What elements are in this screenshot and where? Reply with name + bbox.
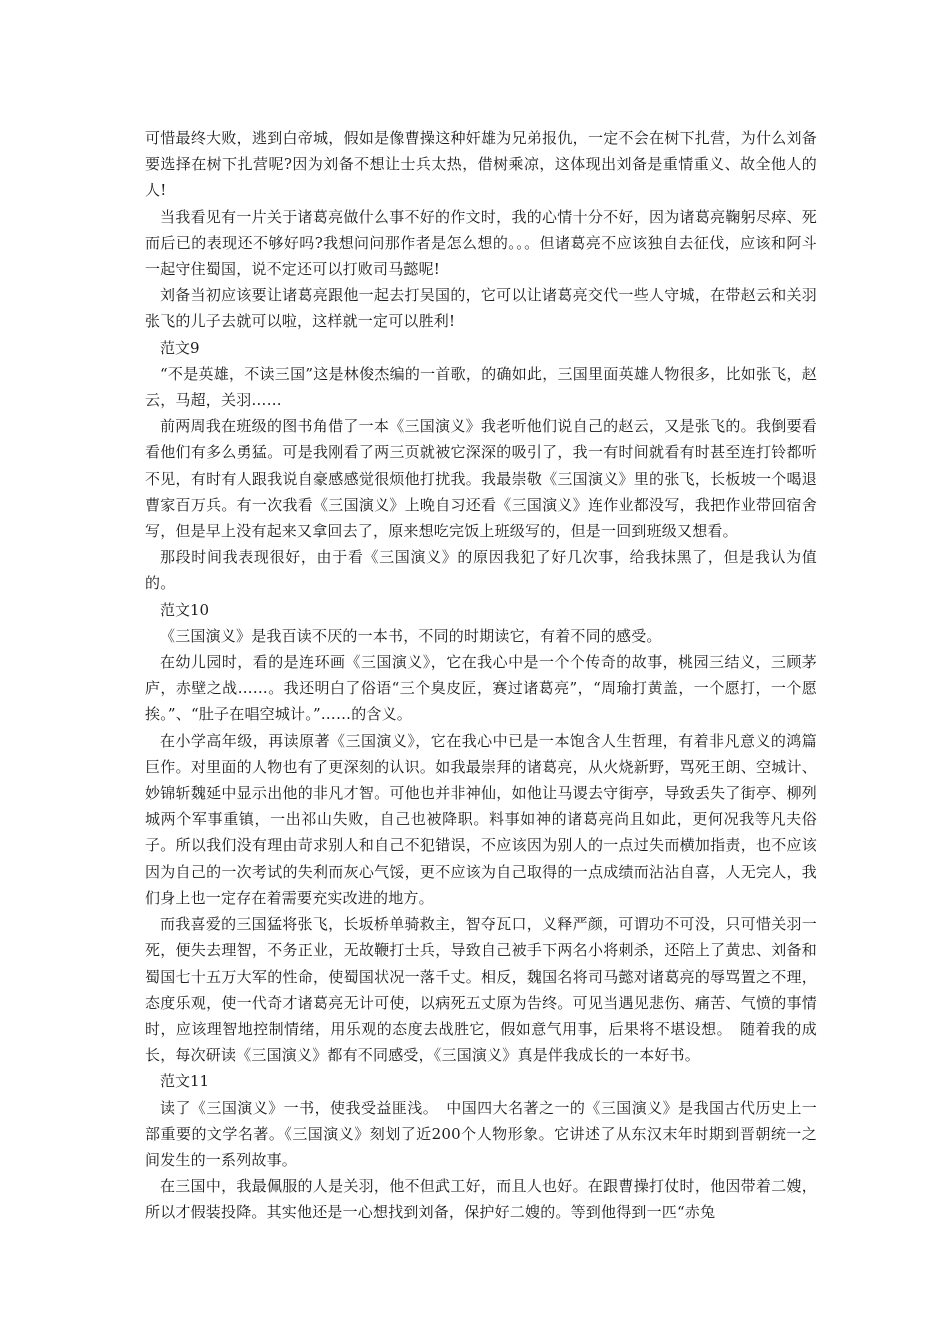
paragraph: 读了《三国演义》一书，使我受益匪浅。 中国四大名著之一的《三国演义》是我国古代历史上一部重要的文学名著。《三国演义》刻划了近200个人物形象。它讲述了从东汉末年时期到晋朝统一之间发生的一系列故事。 (145, 1098, 817, 1169)
paragraph: 可惜最终大败，逃到白帝城，假如是像曹操这种奸雄为兄弟报仇，一定不会在树下扎营，为什么刘备要选择在树下扎营呢?因为刘备不想让士兵太热，借树乘凉，这体现出刘备是重情重义、故全他人的人! (145, 129, 817, 200)
section-heading: 范文10 (160, 600, 210, 619)
section-heading: 范文9 (160, 338, 200, 357)
paragraph: 《三国演义》是我百读不厌的一本书，不同的时期读它，有着不同的感受。 (160, 626, 662, 645)
paragraph: “不是英雄，不读三国”这是林俊杰编的一首歌，的确如此，三国里面英雄人物很多，比如张飞，赵云，马超，关羽…… (145, 364, 817, 410)
paragraph: 那段时间我表现很好，由于看《三国演义》的原因我犯了好几次事，给我抹黑了，但是我认为值的。 (145, 548, 817, 593)
paragraph: 刘备当初应该要让诸葛亮跟他一起去打吴国的，它可以让诸葛亮交代一些人守城，在带赵云和关羽张飞的儿子去就可以啦，这样就一定可以胜利! (145, 286, 817, 331)
paragraph: 而我喜爱的三国猛将张飞，长坂桥单骑救主，智夺瓦口，义释严颜，可谓功不可没，只可惜关羽一死，便失去理智，不务正业，无故鞭打士兵，导致自己被手下两名小将刺杀，还陪上了黄忠、刘备和蜀国七十五万大军的性命，使蜀国状况一落千丈。相反，魏国名将司马懿对诸葛亮的辱骂置之不理，态度乐观，使一代奇才诸葛亮无计可使，以病死五丈原为告终。可见当遇见悲伤、痛苦、气愤的事情时，应该理智地控制情绪，用乐观的态度去战胜它，假如意气用事，后果将不堪设想。 随着我的成长，每次研读《三国演义》都有不同感受，《三国演义》真是伴我成长的一本好书。 (145, 915, 817, 1065)
paragraph: 在三国中，我最佩服的人是关羽，他不但武工好，而且人也好。在跟曹操打仗时，他因带着二嫂，所以才假装投降。其实他还是一心想找到刘备，保护好二嫂的。等到他得到一匹“赤兔 (145, 1177, 817, 1222)
section-heading: 范文11 (160, 1072, 210, 1091)
paragraph: 前两周我在班级的图书角借了一本《三国演义》我老听他们说自己的赵云，又是张飞的。我倒要看看他们有多么勇猛。可是我刚看了两三页就被它深深的吸引了，我一有时间就看有时甚至连打铃都听不见，有时有人跟我说自豪感感觉很烦他打扰我。我最崇敬《三国演义》里的张飞，长板坡一个喝退曹家百万兵。有一次我看《三国演义》上晚自习还看《三国演义》连作业都没写，我把作业带回宿舍写，但是早上没有起来又拿回去了，原来想吃完饭上班级写的，但是一回到班级又想看。 (145, 417, 817, 541)
paragraph: 当我看见有一片关于诸葛亮做什么事不好的作文时，我的心情十分不好，因为诸葛亮鞠躬尽瘁、死而后已的表现还不够好吗?我想问问那作者是怎么想的。。。但诸葛亮不应该独自去征伐，应该和阿斗一起守住蜀国，说不定还可以打败司马懿呢! (145, 207, 817, 279)
paragraph: 在小学高年级，再读原著《三国演义》，它在我心中已是一本饱含人生哲理，有着非凡意义的鸿篇巨作。对里面的人物也有了更深刻的认识。如我最崇拜的诸葛亮，从火烧新野，骂死王朗、空城计、妙锦斩魏延中显示出他的非凡才智。可他也并非神仙，如他让马谡去守街亭，导致丢失了街亭、柳列城两个军事重镇，一出祁山失败，自己也被降职。料事如神的诸葛亮尚且如此，更何况我等凡夫俗子。所以我们没有理由苛求别人和自己不犯错误，不应该因为别人的一点过失而横加指责，也不应该因为自己的一次考试的失利而灰心气馁，更不应该为自己取得的一点成绩而沾沾自喜，人无完人，我们身上也一定存在着需要充实改进的地方。 (145, 731, 817, 907)
document-page (145, 125, 817, 1226)
paragraph: 在幼儿园时，看的是连环画《三国演义》，它在我心中是一个个传奇的故事，桃园三结义，三顾茅庐，赤壁之战……。我还明白了俗语“三个臭皮匠，赛过诸葛亮”，“周瑜打黄盖，一个愿打，一个愿挨。”、“肚子在唱空城计。”……的含义。 (145, 653, 817, 724)
